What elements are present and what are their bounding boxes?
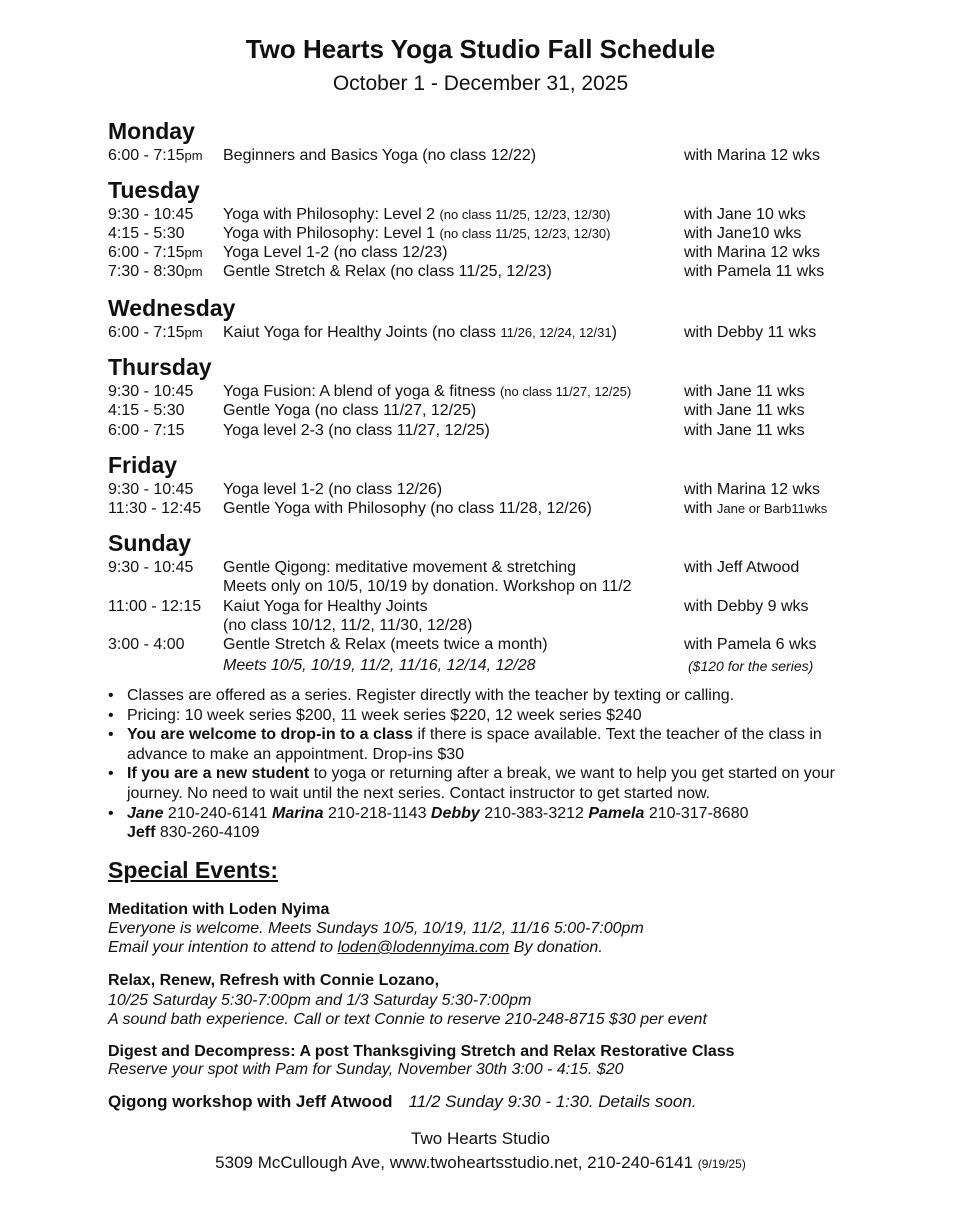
class-teacher: with Jane 11 wks	[684, 402, 805, 419]
bullet-icon: •	[108, 726, 114, 744]
footer-address: 5309 McCullough Ave, www.twoheartsstudio.net, 210-240-6141 (9/19/25)	[215, 1153, 746, 1172]
event-detail: A sound bath experience. Call or text Connie to reserve 210-248-8715 $30 per event	[108, 1011, 707, 1028]
bullet-icon: •	[108, 804, 114, 822]
list-item: • If you are a new student to yoga or returning after a break, we want to help you get started on your journey. No need to wait until the next series. Contact instructor to get started now.	[108, 765, 835, 802]
class-note: (no class 11/25, 12/23, 12/30)	[439, 226, 611, 241]
class-name: Kaiut Yoga for Healthy Joints	[223, 598, 428, 615]
class-teacher: with Debby 9 wks	[684, 598, 809, 615]
class-name: Yoga Fusion: A blend of yoga & fitness (no class 11/27, 12/25)	[223, 383, 632, 400]
class-time: 6:00 - 7:15	[108, 147, 185, 164]
class-time: 9:30 - 10:45	[108, 481, 194, 498]
day-heading-monday: Monday	[108, 118, 195, 144]
class-time: 3:00 - 4:00	[108, 636, 185, 653]
class-time: 11:00 - 12:15	[108, 598, 202, 615]
time-suffix: pm	[184, 245, 203, 260]
footer-studio-name: Two Hearts Studio	[411, 1129, 550, 1148]
class-name: Gentle Yoga (no class 11/27, 12/25)	[223, 402, 477, 419]
class-teacher: with Debby 11 wks	[684, 324, 817, 341]
class-name: Yoga Level 1-2 (no class 12/23)	[223, 244, 448, 261]
class-teacher: with Marina 12 wks	[684, 147, 821, 164]
class-time: 9:30 - 10:45	[108, 206, 194, 223]
event-detail: 10/25 Saturday 5:30-7:00pm and 1/3 Saturday 5:30-7:00pm	[108, 992, 532, 1009]
class-time: 6:00 - 7:15	[108, 244, 185, 261]
class-time: 6:00 - 7:15	[108, 422, 185, 439]
day-heading-wednesday: Wednesday	[108, 295, 236, 321]
class-name: Yoga with Philosophy: Level 1 (no class 11/25, 12/23, 12/30)	[223, 225, 611, 242]
email-link[interactable]: loden@lodennyima.com	[337, 939, 510, 956]
class-name: Gentle Yoga with Philosophy (no class 11/28, 12/26)	[223, 500, 592, 517]
event-title: Qigong workshop with Jeff Atwood	[108, 1092, 393, 1111]
class-detail: Meets only on 10/5, 10/19 by donation. Workshop on 11/2	[223, 578, 632, 595]
day-heading-friday: Friday	[108, 452, 178, 478]
class-time: 9:30 - 10:45	[108, 383, 194, 400]
class-name: Yoga with Philosophy: Level 2 (no class 11/25, 12/23, 12/30)	[223, 206, 611, 223]
day-heading-sunday: Sunday	[108, 530, 192, 556]
class-name: Gentle Stretch & Relax (no class 11/25, 12/23)	[223, 263, 552, 280]
page-title: Two Hearts Yoga Studio Fall Schedule	[245, 34, 716, 64]
event-title: Digest and Decompress: A post Thanksgiving Stretch and Relax Restorative Class	[108, 1043, 735, 1060]
time-suffix: pm	[184, 264, 203, 279]
special-events-heading: Special Events:	[108, 857, 279, 883]
class-teacher: with Pamela 6 wks	[684, 636, 817, 653]
class-detail: (no class 10/12, 11/2, 11/30, 12/28)	[223, 617, 473, 634]
list-item: • You are welcome to drop-in to a class if there is space available. Text the teacher of the class in advance to make an appointment. Drop-ins $30	[108, 726, 822, 763]
class-teacher: with Jane10 wks	[684, 225, 802, 242]
class-teacher: with Marina 12 wks	[684, 481, 821, 498]
class-time: 4:15 - 5:30	[108, 225, 185, 242]
class-teacher: with Jane or Barb11wks	[684, 500, 828, 517]
class-teacher: with Jane 11 wks	[684, 422, 805, 439]
bullet-icon: •	[108, 706, 114, 724]
class-note: 11/26, 12/24, 12/31	[500, 325, 612, 340]
date-range: October 1 - December 31, 2025	[332, 72, 629, 95]
class-name: Yoga level 2-3 (no class 11/27, 12/25)	[223, 422, 490, 439]
event-title: Relax, Renew, Refresh with Connie Lozano,	[108, 972, 440, 989]
class-name: Beginners and Basics Yoga (no class 12/22)	[223, 147, 537, 164]
class-detail: Meets 10/5, 10/19, 11/2, 11/16, 12/14, 12/28	[223, 657, 536, 674]
event-detail: Email your intention to attend to loden@lodennyima.com By donation.	[108, 939, 603, 956]
list-item: • Classes are offered as a series. Register directly with the teacher by texting or calling.	[108, 687, 735, 704]
event-detail: 11/2 Sunday 9:30 - 1:30. Details soon.	[408, 1092, 697, 1111]
class-name: Gentle Qigong: meditative movement & stretching	[223, 559, 577, 576]
time-suffix: pm	[184, 325, 203, 340]
class-teacher: with Jeff Atwood	[684, 559, 800, 576]
class-note: (no class 11/25, 12/23, 12/30)	[439, 207, 611, 222]
class-time: 9:30 - 10:45	[108, 559, 194, 576]
contacts-item: • Jane 210-240-6141 Marina 210-218-1143 Debby 210-383-3212 Pamela 210-317-8680 Jeff 830-260-4109	[108, 804, 749, 842]
class-teacher: with Marina 12 wks	[684, 244, 821, 261]
revision-date: (9/19/25)	[697, 1157, 746, 1171]
notes-list	[108, 686, 868, 843]
class-time: 6:00 - 7:15	[108, 324, 185, 341]
day-heading-thursday: Thursday	[108, 354, 212, 380]
class-time: 4:15 - 5:30	[108, 402, 185, 419]
class-teacher: with Jane 11 wks	[684, 383, 805, 400]
event-detail: Reserve your spot with Pam for Sunday, November 30th 3:00 - 4:15. $20	[108, 1061, 624, 1078]
time-suffix: pm	[184, 148, 203, 163]
bullet-icon: •	[108, 765, 114, 783]
day-heading-tuesday: Tuesday	[108, 177, 200, 203]
class-time: 7:30 - 8:30	[108, 263, 185, 280]
class-name: Kaiut Yoga for Healthy Joints (no class 11/26, 12/24, 12/31)	[223, 324, 617, 341]
series-price: ($120 for the series)	[688, 658, 814, 674]
event-detail: Everyone is welcome. Meets Sundays 10/5, 10/19, 11/2, 11/16 5:00-7:00pm	[108, 920, 644, 937]
class-note: (no class 11/27, 12/25)	[499, 384, 632, 399]
event-title: Meditation with Loden Nyima	[108, 901, 330, 918]
class-name: Yoga level 1-2 (no class 12/26)	[223, 481, 443, 498]
bullet-icon: •	[108, 687, 114, 704]
class-teacher: with Jane 10 wks	[684, 206, 806, 223]
class-teacher: with Pamela 11 wks	[684, 263, 825, 280]
class-time: 11:30 - 12:45	[108, 500, 202, 517]
list-item: • Pricing: 10 week series $200, 11 week series $220, 12 week series $240	[108, 706, 642, 724]
class-name: Gentle Stretch & Relax (meets twice a month)	[223, 636, 548, 653]
